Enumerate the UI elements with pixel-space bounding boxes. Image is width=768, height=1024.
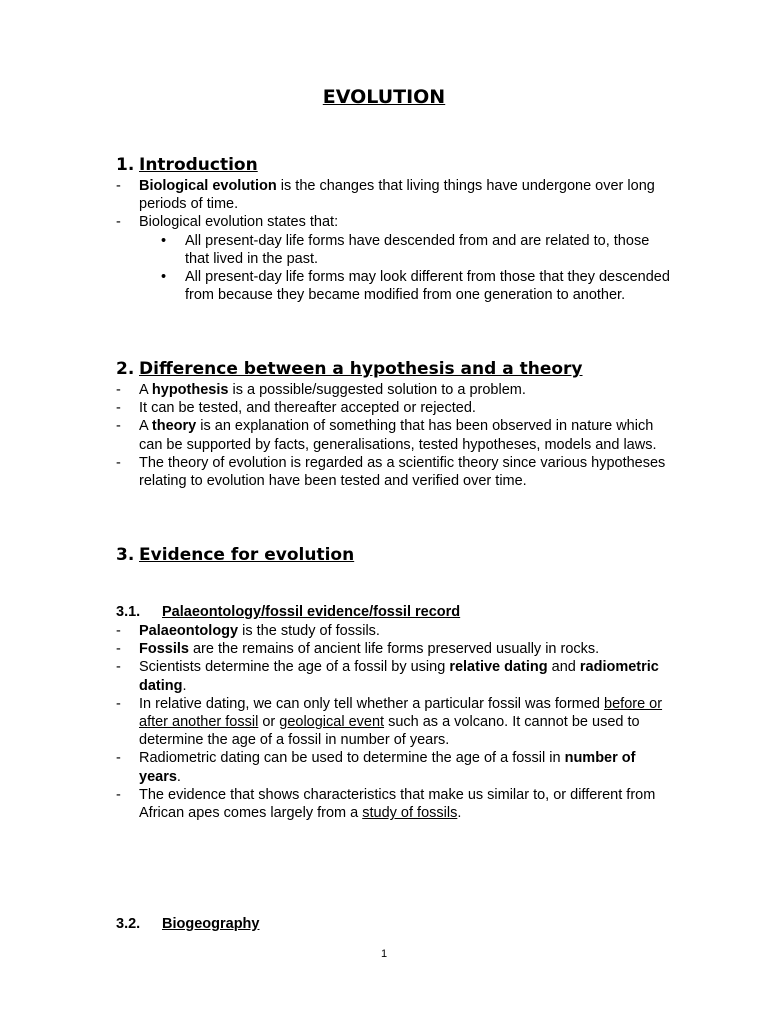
bullet-item [139, 232, 676, 268]
item-text: All present-day life forms have descended from and are related to, those that lived in the past. [185, 232, 650, 267]
section-number: 3. [116, 545, 135, 565]
item-text: are the remains of ancient life forms preserved usually in rocks. [188, 641, 600, 658]
bold-term: theory [151, 418, 197, 435]
bullet-list [139, 232, 676, 305]
section-title: Evidence for evolution [139, 545, 355, 565]
page-number: 1 [380, 948, 388, 960]
item-text: Radiometric dating can be used to determine the age of a fossil in [139, 750, 565, 767]
item-text: It can be tested, and thereafter accepted or rejected. [139, 400, 476, 417]
item-text: In relative dating, we can only tell whether a particular fossil was formed [139, 695, 605, 712]
subsection-title: Biogeography [162, 916, 260, 932]
list-item [116, 399, 676, 417]
subsection-3-1-list [116, 622, 676, 822]
underlined-term: before or after another fossil [139, 695, 663, 731]
bold-term: Fossils [139, 641, 189, 658]
section-3-heading [116, 544, 354, 566]
bold-term: radiometric dating [139, 659, 659, 694]
item-text: A [139, 382, 152, 398]
item-text: such as a volcano. It cannot be used to determine the age of a fossil in number of years. [139, 714, 640, 749]
list-item [116, 454, 676, 490]
section-1-heading [116, 154, 258, 176]
section-title: Introduction [139, 155, 258, 175]
underlined-term: geological event [279, 714, 385, 731]
underlined-term: study of fossils [362, 805, 458, 822]
section-title: Difference between a hypothesis and a theory [139, 359, 583, 379]
item-text: The theory of evolution is regarded as a scientific theory since various hypotheses relating to evolution have been tested and verified over time. [139, 454, 666, 490]
bold-term: relative dating [449, 659, 548, 676]
item-text: . [176, 768, 181, 785]
list-item [116, 640, 676, 658]
subsection-3-1-heading [116, 603, 460, 621]
item-text: is the study of fossils. [238, 623, 380, 639]
section-1-list [116, 177, 676, 304]
bold-term: Biological evolution [139, 178, 277, 194]
item-text: Biological evolution states that: [139, 214, 339, 231]
subsection-number: 3.1. [116, 604, 141, 620]
section-2-list [116, 381, 676, 490]
item-text: The evidence that shows characteristics that make us similar to, or different from African apes comes largely from a [139, 786, 656, 822]
list-item [116, 381, 676, 399]
list-item [116, 417, 676, 453]
subsection-3-2-heading [116, 915, 259, 933]
list-item [116, 786, 676, 822]
section-number: 1. [116, 155, 135, 175]
list-item [116, 177, 676, 213]
list-item [116, 622, 676, 640]
subsection-title: Palaeontology/fossil evidence/fossil record [162, 604, 461, 620]
item-text: . [457, 805, 462, 822]
bold-term: Palaeontology [139, 623, 239, 639]
bullet-item [139, 268, 676, 304]
item-text: . [182, 677, 187, 694]
subsection-number: 3.2. [116, 916, 141, 932]
list-item [116, 749, 676, 785]
item-text: or [258, 714, 280, 731]
list-item [116, 213, 676, 304]
item-text: is an explanation of something that has been observed in nature which can be supported by facts, generalisations, tested hypotheses, models and laws. [139, 418, 657, 453]
item-text: All present-day life forms may look different from those that they descended from because they became modified from one generation to another. [185, 269, 670, 304]
item-text: and [547, 659, 580, 676]
list-item [116, 658, 676, 694]
item-text: is a possible/suggested solution to a problem. [228, 382, 526, 398]
item-text: is the changes that living things have undergone over long periods of time. [139, 178, 655, 213]
section-number: 2. [116, 359, 135, 379]
list-item [116, 695, 676, 750]
bold-term: hypothesis [151, 382, 229, 398]
item-text: Scientists determine the age of a fossil by using [139, 659, 450, 676]
item-text: A [139, 418, 152, 435]
section-2-heading [116, 358, 583, 380]
document-title: EVOLUTION [322, 86, 446, 108]
bold-term: number of years [139, 750, 636, 785]
